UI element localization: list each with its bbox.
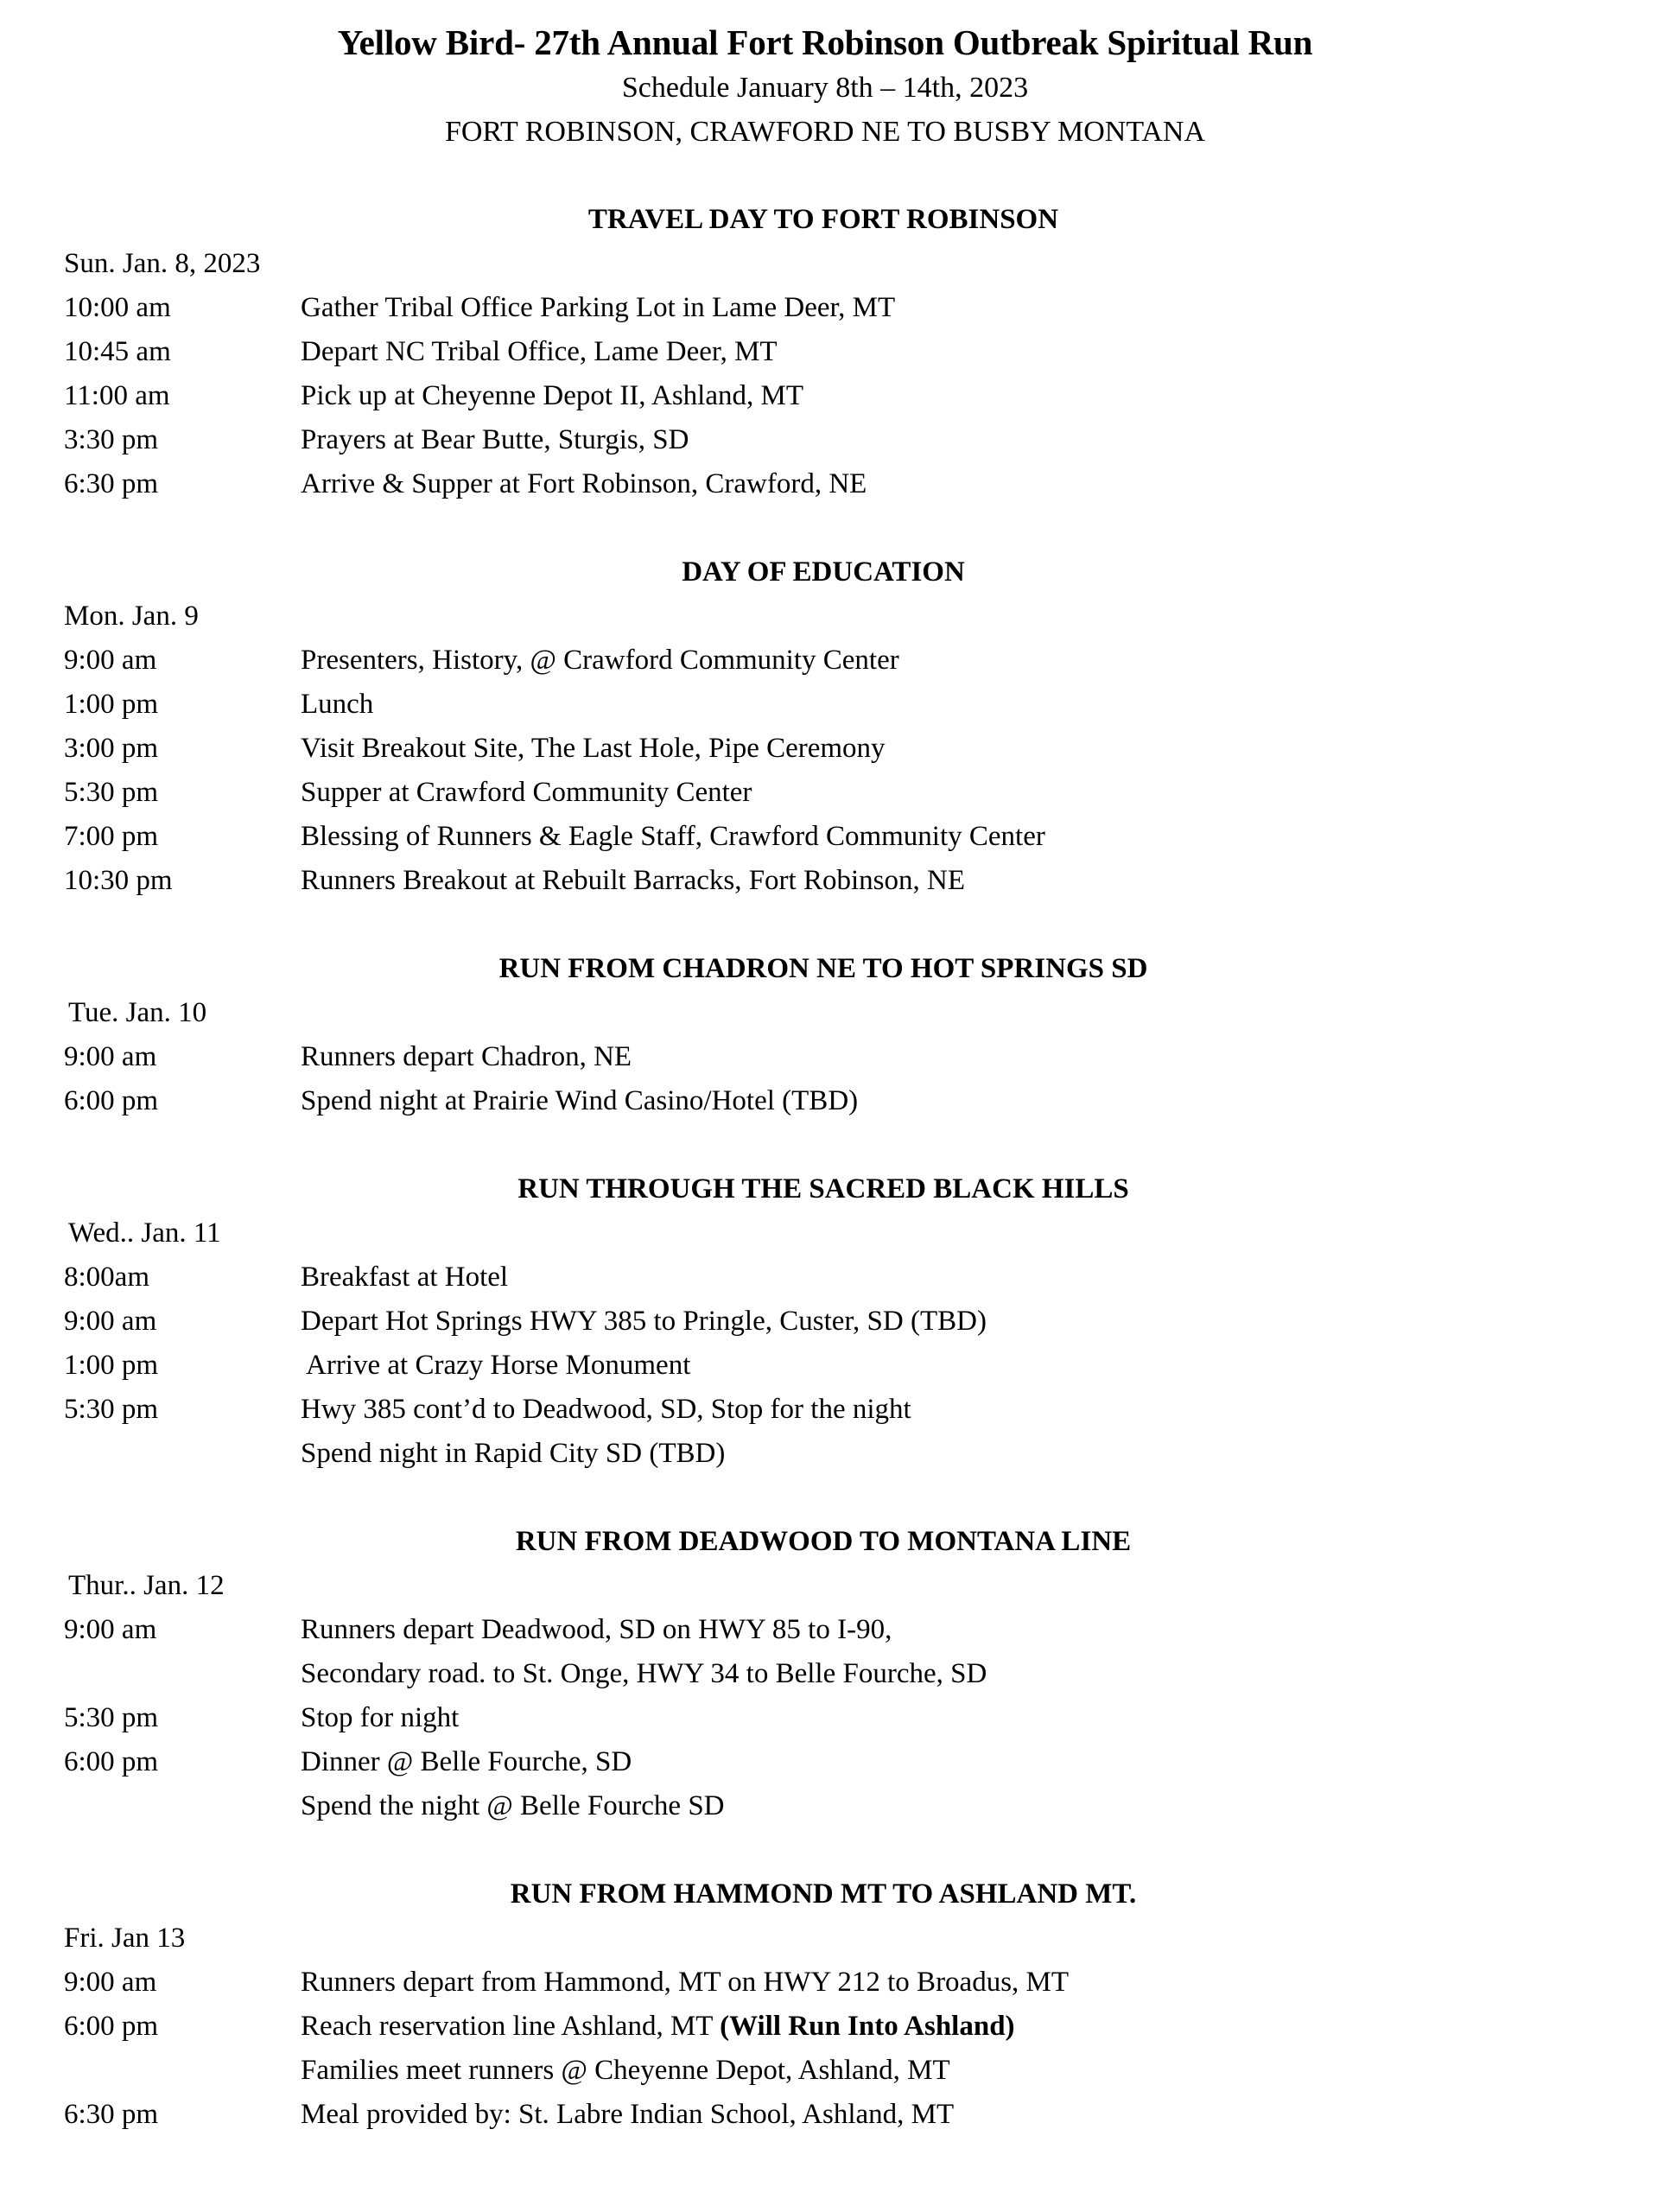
schedule-time: 10:45 am — [64, 336, 171, 367]
section-heading: DAY OF EDUCATION — [682, 556, 965, 588]
schedule-section — [62, 1872, 1588, 2137]
schedule-description: Hwy 385 cont’d to Deadwood, SD, Stop for the night — [301, 1394, 911, 1425]
schedule-description: Arrive & Supper at Fort Robinson, Crawford, NE — [301, 468, 867, 499]
schedule-row — [62, 683, 1588, 727]
schedule-description: Presenters, History, @ Crawford Community Center — [301, 645, 899, 676]
day-label: Wed.. Jan. 11 — [68, 1217, 221, 1249]
schedule-row — [62, 374, 1588, 418]
section-heading: RUN FROM DEADWOOD TO MONTANA LINE — [515, 1526, 1132, 1557]
section-heading: TRAVEL DAY TO FORT ROBINSON — [587, 204, 1059, 235]
schedule-description — [301, 2005, 1588, 2049]
schedule-section — [62, 1520, 1588, 1828]
schedule-row — [62, 815, 1588, 859]
schedule-time: 6:00 pm — [64, 2011, 159, 2042]
schedule-row — [62, 1432, 1588, 1476]
schedule-description: Runners depart Deadwood, SD on HWY 85 to I-90, — [301, 1614, 892, 1645]
schedule-section — [62, 198, 1588, 506]
schedule-row — [62, 1784, 1588, 1828]
schedule-time: 9:00 am — [64, 645, 157, 676]
schedule-time: 5:30 pm — [64, 1702, 159, 1733]
schedule-time: 9:00 am — [64, 1967, 157, 1998]
schedule-description: Prayers at Bear Butte, Sturgis, SD — [301, 424, 689, 455]
section-heading: RUN FROM CHADRON NE TO HOT SPRINGS SD — [498, 953, 1148, 984]
schedule-time: 5:30 pm — [64, 777, 159, 808]
schedule-sections — [62, 154, 1588, 2137]
schedule-description: Breakfast at Hotel — [301, 1262, 509, 1293]
schedule-time: 3:00 pm — [64, 733, 159, 764]
schedule-description: Spend night at Prairie Wind Casino/Hotel (TBD) — [301, 1085, 859, 1116]
schedule-time: 3:30 pm — [64, 424, 159, 455]
schedule-row — [62, 330, 1588, 374]
schedule-time: 1:00 pm — [64, 1350, 159, 1381]
schedule-row — [62, 1740, 1588, 1784]
schedule-time: 6:30 pm — [64, 2099, 159, 2130]
schedule-row — [62, 639, 1588, 683]
day-label: Fri. Jan 13 — [64, 1923, 186, 1954]
schedule-time: 10:00 am — [64, 292, 171, 323]
schedule-time: 6:00 pm — [64, 1085, 159, 1116]
schedule-description: Depart Hot Springs HWY 385 to Pringle, Custer, SD (TBD) — [301, 1306, 987, 1337]
schedule-rows — [62, 639, 1588, 903]
section-heading: RUN THROUGH THE SACRED BLACK HILLS — [517, 1173, 1129, 1205]
section-spacer — [62, 1123, 1588, 1167]
document-subtitle: Schedule January 8th – 14th, 2023 — [621, 72, 1029, 104]
schedule-time: 7:00 pm — [64, 821, 159, 852]
schedule-description: Families meet runners @ Cheyenne Depot, Ashland, MT — [301, 2055, 950, 2086]
schedule-rows — [62, 1608, 1588, 1828]
schedule-description: Stop for night — [301, 1702, 460, 1733]
schedule-row — [62, 771, 1588, 815]
schedule-section — [62, 1167, 1588, 1476]
section-spacer — [62, 903, 1588, 947]
schedule-description: Meal provided by: St. Labre Indian School, Ashland, MT — [301, 2099, 955, 2130]
schedule-description-text: Reach reservation line Ashland, MT — [301, 2011, 721, 2042]
schedule-description: Arrive at Crazy Horse Monument — [306, 1350, 691, 1381]
schedule-description: Secondary road. to St. Onge, HWY 34 to Belle Fourche, SD — [301, 1658, 987, 1689]
schedule-description: Runners Breakout at Rebuilt Barracks, Fort Robinson, NE — [301, 865, 965, 896]
day-label: Tue. Jan. 10 — [68, 997, 207, 1028]
schedule-row — [62, 1961, 1588, 2005]
schedule-time: 6:00 pm — [64, 1746, 159, 1777]
schedule-row — [62, 1696, 1588, 1740]
schedule-time: 11:00 am — [64, 380, 170, 411]
schedule-time: 8:00am — [64, 1262, 149, 1293]
schedule-row — [62, 286, 1588, 330]
schedule-description: Runners depart Chadron, NE — [301, 1041, 632, 1072]
schedule-description-emphasis: (Will Run Into Ashland) — [720, 2011, 1015, 2042]
schedule-time: 10:30 pm — [64, 865, 173, 896]
section-spacer — [62, 1476, 1588, 1520]
document-header — [62, 16, 1588, 154]
day-label: Thur.. Jan. 12 — [68, 1570, 225, 1601]
schedule-row — [62, 727, 1588, 771]
section-spacer — [62, 1828, 1588, 1872]
schedule-time: 9:00 am — [64, 1041, 157, 1072]
schedule-time: 1:00 pm — [64, 689, 159, 720]
schedule-row — [62, 1300, 1588, 1344]
schedule-row — [62, 1652, 1588, 1696]
schedule-time: 9:00 am — [64, 1614, 157, 1645]
schedule-description: Spend night in Rapid City SD (TBD) — [301, 1438, 726, 1469]
schedule-row — [62, 1079, 1588, 1123]
schedule-row — [62, 1344, 1588, 1388]
schedule-row — [62, 462, 1588, 506]
schedule-row — [62, 418, 1588, 462]
schedule-row — [62, 859, 1588, 903]
schedule-description: Visit Breakout Site, The Last Hole, Pipe Ceremony — [301, 733, 886, 764]
schedule-time: 5:30 pm — [64, 1394, 159, 1425]
document-title: Yellow Bird- 27th Annual Fort Robinson Outbreak Spiritual Run — [337, 22, 1313, 62]
schedule-section — [62, 947, 1588, 1123]
schedule-time: 6:30 pm — [64, 468, 159, 499]
document-route: FORT ROBINSON, CRAWFORD NE TO BUSBY MONTANA — [444, 116, 1206, 148]
schedule-row — [62, 1608, 1588, 1652]
schedule-row — [62, 1035, 1588, 1079]
schedule-description: Spend the night @ Belle Fourche SD — [301, 1790, 725, 1821]
day-label: Mon. Jan. 9 — [64, 601, 199, 632]
schedule-rows — [62, 1035, 1588, 1123]
schedule-description: Pick up at Cheyenne Depot II, Ashland, MT — [301, 380, 803, 411]
schedule-row — [62, 2049, 1588, 2093]
schedule-description: Gather Tribal Office Parking Lot in Lame Deer, MT — [301, 292, 896, 323]
schedule-description: Runners depart from Hammond, MT on HWY 212 to Broadus, MT — [301, 1967, 1070, 1998]
schedule-row — [62, 1255, 1588, 1300]
schedule-description: Lunch — [301, 689, 374, 720]
schedule-section — [62, 550, 1588, 903]
day-label: Sun. Jan. 8, 2023 — [64, 248, 261, 279]
section-spacer — [62, 154, 1588, 198]
schedule-rows — [62, 286, 1588, 506]
schedule-row — [62, 2005, 1588, 2049]
schedule-description: Blessing of Runners & Eagle Staff, Crawford Community Center — [301, 821, 1045, 852]
schedule-description: Supper at Crawford Community Center — [301, 777, 752, 808]
schedule-row — [62, 1388, 1588, 1432]
section-spacer — [62, 506, 1588, 550]
section-heading: RUN FROM HAMMOND MT TO ASHLAND MT. — [510, 1878, 1137, 1910]
schedule-description: Dinner @ Belle Fourche, SD — [301, 1746, 632, 1777]
schedule-rows — [62, 1961, 1588, 2137]
schedule-row — [62, 2093, 1588, 2137]
schedule-time: 9:00 am — [64, 1306, 157, 1337]
schedule-rows — [62, 1255, 1588, 1476]
schedule-description: Depart NC Tribal Office, Lame Deer, MT — [301, 336, 778, 367]
